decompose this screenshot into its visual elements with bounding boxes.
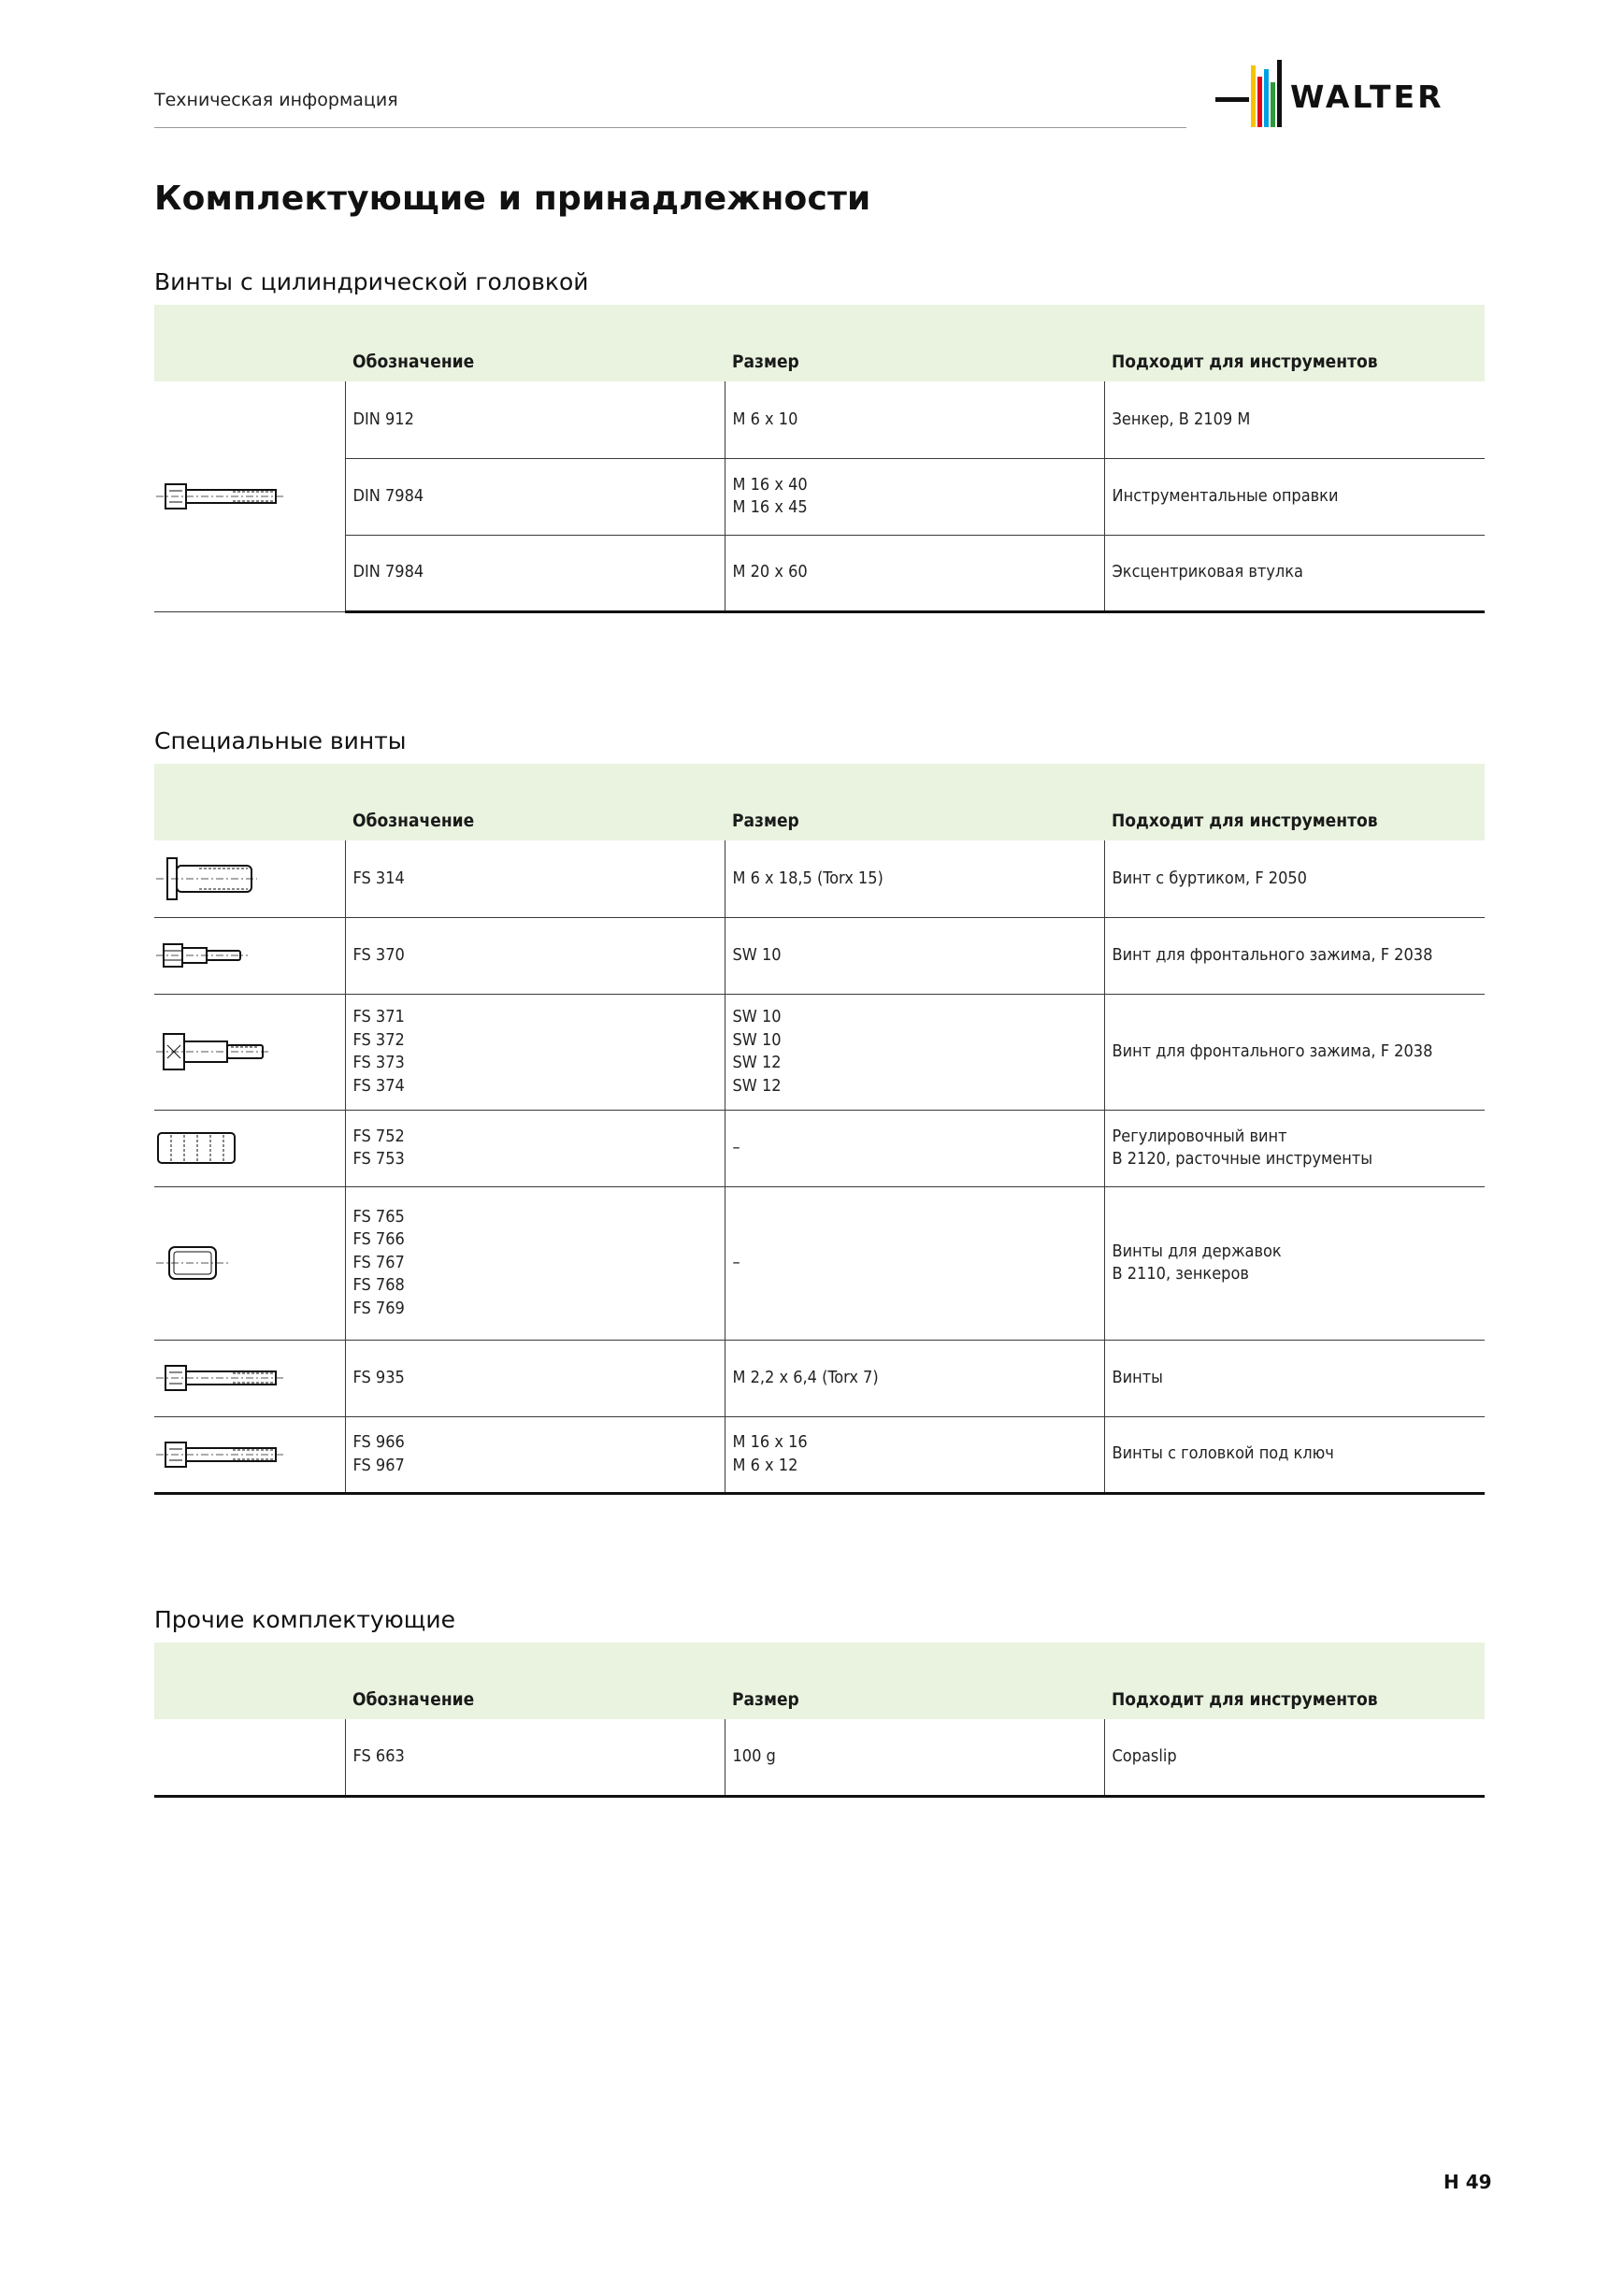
designation-cell: FS 935 (345, 1340, 725, 1416)
table-row (154, 1110, 1485, 1186)
size-cell: SW 10 SW 10 SW 12 SW 12 (725, 994, 1104, 1110)
col-size: Размер (732, 1689, 799, 1710)
fits-cell: Винт с буртиком, F 2050 (1104, 840, 1485, 917)
fits-cell: Винты (1104, 1340, 1485, 1416)
table-row (154, 917, 1485, 994)
col-fits: Подходит для инструментов (1112, 352, 1378, 372)
size-cell: M 16 x 16 M 6 x 12 (725, 1416, 1104, 1493)
fits-cell: Эксцентриковая втулка (1104, 535, 1485, 611)
running-header: Техническая информация (154, 90, 398, 110)
table-row (154, 994, 1485, 1110)
size-cell: M 20 x 60 (725, 535, 1104, 611)
table-row (154, 535, 1485, 611)
size-cell: M 6 x 18,5 (Torx 15) (725, 840, 1104, 917)
designation-cell: FS 663 (345, 1719, 725, 1796)
col-designation: Обозначение (352, 811, 475, 831)
screws-cylindrical-table (154, 305, 1485, 613)
fits-cell: Регулировочный винт B 2120, расточные инструменты (1104, 1110, 1485, 1186)
col-size: Размер (732, 811, 799, 831)
fits-cell: Зенкер, B 2109 M (1104, 381, 1485, 458)
walter-logo (1215, 60, 1487, 131)
hex-socket-screw-icon (154, 1416, 345, 1493)
designation-cell: FS 371 FS 372 FS 373 FS 374 (345, 994, 725, 1110)
fits-cell: Винты с головкой под ключ (1104, 1416, 1485, 1493)
col-designation: Обозначение (352, 352, 475, 372)
section-title: Прочие комплектующие (154, 1606, 455, 1633)
page-number: H 49 (1443, 2171, 1492, 2193)
cap-screw-icon (154, 381, 345, 611)
table-header-row (154, 1643, 1485, 1719)
designation-cell: DIN 7984 (345, 535, 725, 611)
col-fits: Подходит для инструментов (1112, 811, 1378, 831)
col-fits: Подходит для инструментов (1112, 1689, 1378, 1710)
table-row (154, 381, 1485, 458)
table-row (154, 1340, 1485, 1416)
section-title: Специальные винты (154, 727, 407, 754)
table-row (154, 1186, 1485, 1340)
table-header-row (154, 764, 1485, 840)
front-clamp-screw-set-icon (154, 994, 345, 1110)
table-row (154, 840, 1485, 917)
col-size: Размер (732, 352, 799, 372)
header-rule (154, 127, 1186, 128)
shoulder-screw-icon (154, 840, 345, 917)
designation-cell: DIN 7984 (345, 458, 725, 535)
size-cell: – (725, 1186, 1104, 1340)
fits-cell: Винты для державок B 2110, зенкеров (1104, 1186, 1485, 1340)
section-title: Винты с цилиндрической головкой (154, 268, 589, 295)
fits-cell: Винт для фронтального зажима, F 2038 (1104, 994, 1485, 1110)
size-cell: M 16 x 40 M 16 x 45 (725, 458, 1104, 535)
size-cell: – (725, 1110, 1104, 1186)
other-accessories-table (154, 1643, 1485, 1798)
designation-cell: FS 966 FS 967 (345, 1416, 725, 1493)
size-cell: M 2,2 x 6,4 (Torx 7) (725, 1340, 1104, 1416)
torx-screw-icon (154, 1340, 345, 1416)
holder-screw-icon (154, 1186, 345, 1340)
table-row (154, 1719, 1485, 1796)
designation-cell: FS 370 (345, 917, 725, 994)
size-cell: 100 g (725, 1719, 1104, 1796)
adjusting-screw-icon (154, 1110, 345, 1186)
table-row (154, 458, 1485, 535)
table-row (154, 1416, 1485, 1493)
size-cell: M 6 x 10 (725, 381, 1104, 458)
fits-cell: Винт для фронтального зажима, F 2038 (1104, 917, 1485, 994)
size-cell: SW 10 (725, 917, 1104, 994)
designation-cell: FS 314 (345, 840, 725, 917)
page-title: Комплектующие и принадлежности (154, 179, 871, 218)
fits-cell: Copaslip (1104, 1719, 1485, 1796)
svg-text:WALTER: WALTER (1290, 79, 1444, 115)
special-screws-table (154, 764, 1485, 1495)
table-header-row (154, 305, 1485, 381)
col-designation: Обозначение (352, 1689, 475, 1710)
fits-cell: Инструментальные оправки (1104, 458, 1485, 535)
front-clamp-screw-icon (154, 917, 345, 994)
designation-cell: FS 752 FS 753 (345, 1110, 725, 1186)
designation-cell: DIN 912 (345, 381, 725, 458)
designation-cell: FS 765 FS 766 FS 767 FS 768 FS 769 (345, 1186, 725, 1340)
